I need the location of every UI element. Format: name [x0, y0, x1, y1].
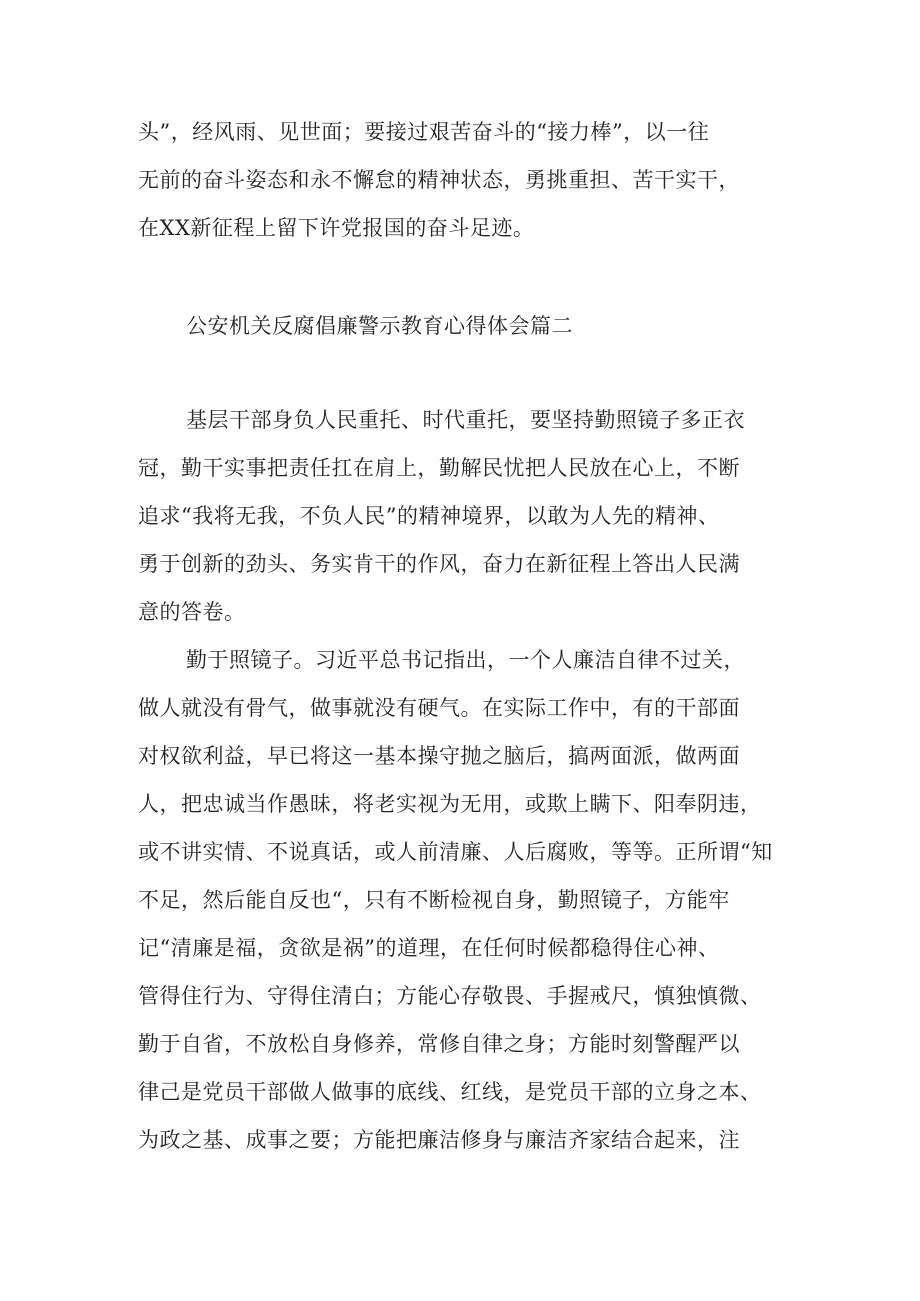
text-line: 无前的奋斗姿态和永不懈怠的精神状态，勇挑重担、苦干实干， — [138, 168, 740, 192]
text-line: 做人就没有骨气，做事就没有硬气。在实际工作中，有的干部面 — [138, 696, 740, 720]
text-line: 基层干部身负人民重托、时代重托，要坚持勤照镜子多正衣 — [186, 408, 745, 432]
text-line: 勤于照镜子。习近平总书记指出，一个人廉洁自律不过关， — [186, 648, 745, 672]
section-heading: 公安机关反腐倡廉警示教育心得体会篇二 — [186, 314, 573, 338]
text-line: 勤于自省，不放松自身修养，常修自律之身；方能时刻警醒严以 — [138, 1032, 740, 1056]
text-line: 为政之基、成事之要；方能把廉洁修身与廉洁齐家结合起来，注 — [138, 1128, 740, 1152]
text-line: 管得住行为、守得住清白；方能心存敬畏、手握戒尺，慎独慎微、 — [138, 984, 762, 1008]
text-line: 追求“我将无我，不负人民”的精神境界，以敢为人先的精神、 — [138, 504, 720, 528]
text-line: 或不讲实情、不说真话，或人前清廉、人后腐败，等等。正所谓“知 — [138, 840, 773, 864]
text-line: 人，把忠诚当作愚昧，将老实视为无用，或欺上瞒下、阳奉阴违， — [138, 792, 762, 816]
text-line: 记“清廉是福，贪欲是祸”的道理，在任何时候都稳得住心神、 — [138, 936, 720, 960]
text-line: 头”，经风雨、见世面；要接过艰苦奋斗的“接力棒”，以一往 — [138, 120, 710, 144]
text-line: 意的答卷。 — [138, 600, 246, 624]
text-line: 冠，勤干实事把责任扛在肩上，勤解民忧把人民放在心上，不断 — [138, 456, 740, 480]
text-line: 对权欲利益，早已将这一基本操守抛之脑后，搞两面派，做两面 — [138, 744, 740, 768]
text-line: 在XX新征程上留下许党报国的奋斗足迹。 — [138, 216, 535, 240]
text-line: 律己是党员干部做人做事的底线、红线，是党员干部的立身之本、 — [138, 1080, 762, 1104]
text-line: 勇于创新的劲头、务实肯干的作风，奋力在新征程上答出人民满 — [138, 552, 740, 576]
text-line: 不足，然后能自反也“，只有不断检视自身，勤照镜子，方能牢 — [138, 888, 730, 912]
